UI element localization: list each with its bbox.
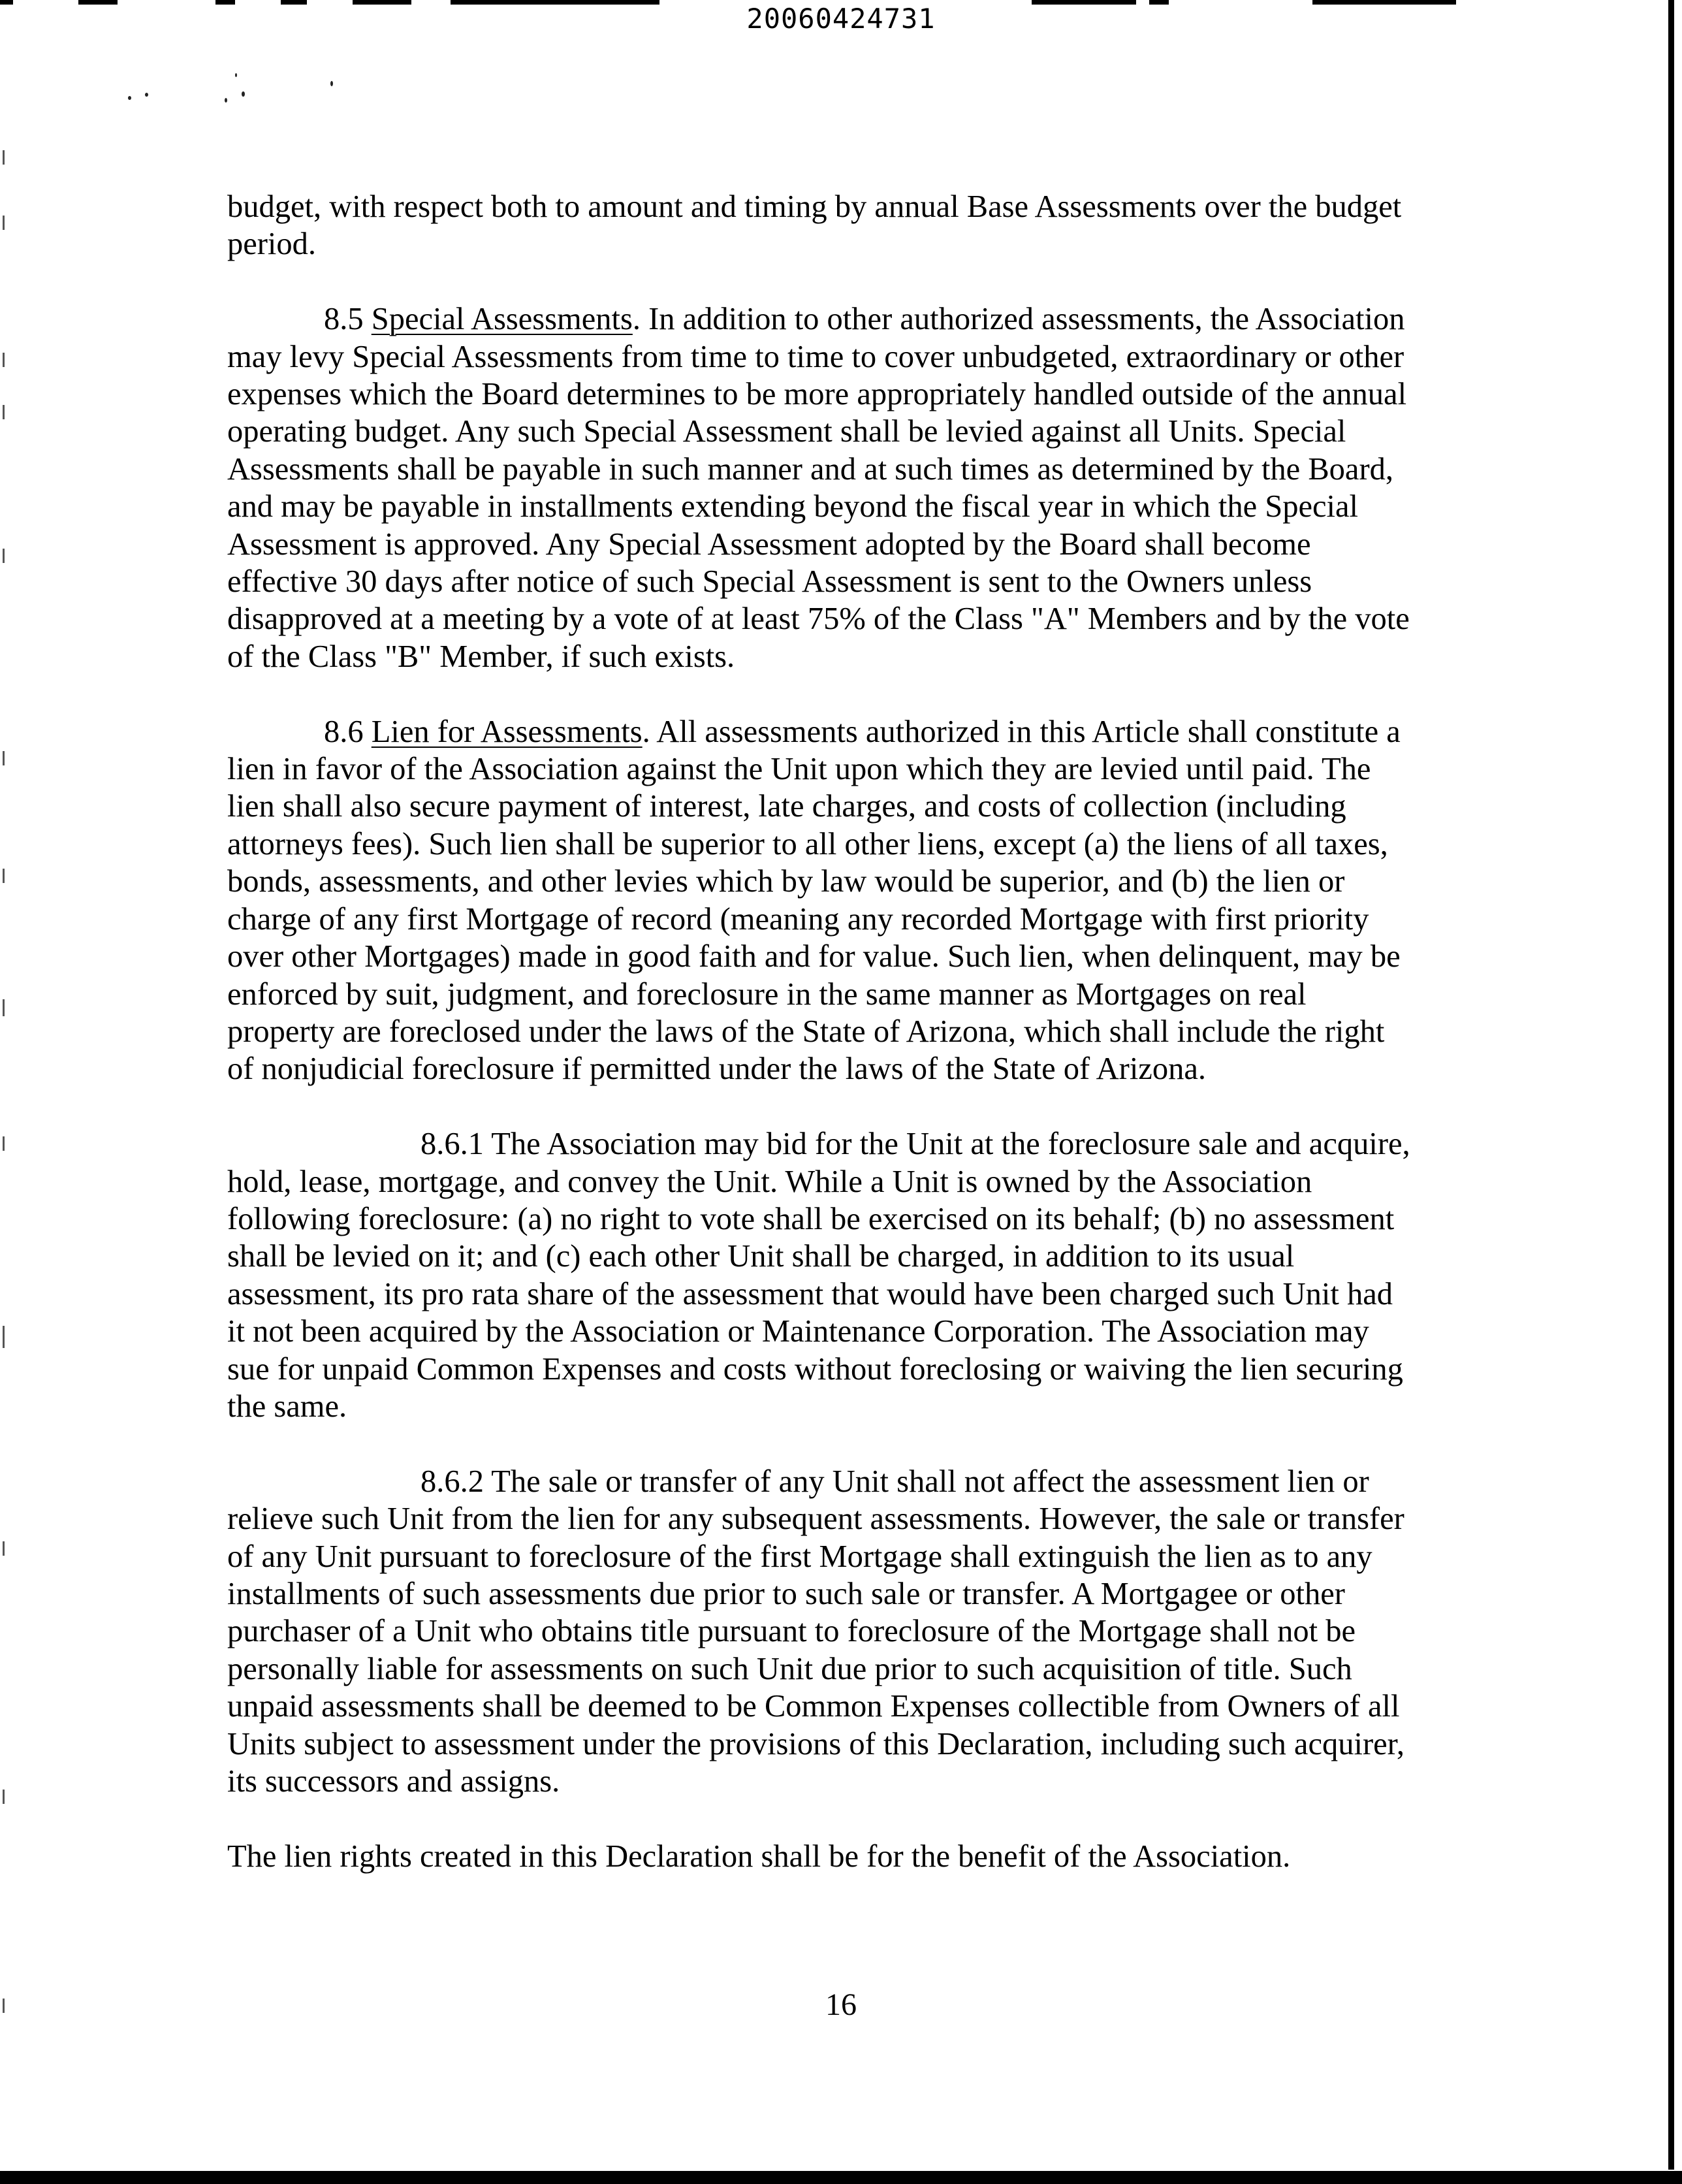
section-number: 8.5 bbox=[324, 302, 364, 337]
section-text: . In addition to other authorized assessments, the Association may levy Special Assessments from time to time to cover unbudgeted, extraordinary or other expenses which the Board determines to be more appropriately handled outside of the annual operating budget. Any such Special Assessment shall be levied against all Units. Special Assessments shall be payable in such manner and at such times as determined by the Board, and may be payable in installments extending beyond the fiscal year in which the Special Assessment is approved. Any Special Assessment adopted by the Board shall become effective 30 days after notice of such Special Assessment is sent to the Owners unless disapproved at a meeting by a vote of at least 75% of the Class "A" Members and by the vote of the Class "B" Member, if such exists. bbox=[227, 302, 1410, 674]
scan-bottom-border bbox=[0, 2171, 1682, 2184]
section-text: . All assessments authorized in this Article shall constitute a lien in favor of the Association against the Unit upon which they are levied until paid. The lien shall also secure payment of interest, late charges, and costs of collection (including attorneys fees). Such lien shall be superior to all other liens, except (a) the liens of all taxes, bonds, assessments, and other levies which by law would be superior, and (b) the lien or charge of any first Mortgage of record (meaning any recorded Mortgage with first priority over other Mortgages) made in good faith and for value. Such lien, when delinquent, may be enforced by suit, judgment, and foreclosure in the same manner as Mortgages on real property are foreclosed under the laws of the State of Arizona, which shall include the right of nonjudicial foreclosure if permitted under the laws of the State of Arizona. bbox=[227, 714, 1401, 1087]
scan-left-edge-mark bbox=[3, 1790, 5, 1804]
page-body bbox=[227, 188, 1416, 1913]
scan-left-edge-mark bbox=[3, 405, 5, 419]
scan-left-edge-mark bbox=[3, 1326, 5, 1348]
scan-speck bbox=[242, 91, 245, 97]
scan-left-edge-mark bbox=[3, 1541, 5, 1556]
section-text: 8.6.2 The sale or transfer of any Unit shall not affect the assessment lien or relieve such Unit from the lien for any subsequent assessments. However, the sale or transfer of any Unit pursuant to foreclosure of the first Mortgage shall extinguish the lien as to any installments of such assessments due prior to such sale or transfer. A Mortgagee or other purchaser of a Unit who obtains title pursuant to foreclosure of the Mortgage shall not be personally liable for assessments on such Unit due prior to such acquisition of title. Such unpaid assessments shall be deemed to be Common Expenses collectible from Owners of all Units subject to assessment under the provisions of this Declaration, including such acquirer, its successors and assigns. bbox=[227, 1464, 1404, 1799]
section-heading: Lien for Assessments bbox=[371, 714, 643, 749]
scan-left-edge-mark bbox=[3, 869, 5, 883]
scan-speck bbox=[235, 73, 237, 77]
scan-right-border bbox=[1668, 0, 1674, 2170]
scan-left-edge-mark bbox=[3, 150, 5, 165]
paragraph-text: The lien rights created in this Declaration shall be for the benefit of the Association. bbox=[227, 1839, 1291, 1874]
section-8-6 bbox=[227, 713, 1416, 1088]
section-8-6-2 bbox=[227, 1463, 1416, 1801]
page-number: 16 bbox=[825, 1987, 857, 2022]
paragraph-budget-continuation bbox=[227, 188, 1416, 263]
scan-speck bbox=[225, 98, 227, 103]
paragraph-lien-rights bbox=[227, 1838, 1416, 1875]
section-heading: Special Assessments bbox=[371, 302, 633, 337]
scan-speck bbox=[330, 81, 333, 86]
scan-left-edge-mark bbox=[3, 751, 5, 765]
scan-speck bbox=[145, 93, 148, 97]
section-8-5 bbox=[227, 300, 1416, 675]
section-8-6-1 bbox=[227, 1125, 1416, 1425]
paragraph-text: budget, with respect both to amount and timing by annual Base Assessments over the budget period. bbox=[227, 189, 1402, 262]
scan-left-edge-mark bbox=[3, 999, 5, 1016]
scan-left-edge-mark bbox=[3, 353, 5, 367]
scan-left-edge-mark bbox=[3, 549, 5, 563]
document-number: 20060424731 bbox=[746, 3, 936, 35]
scan-left-edge-mark bbox=[3, 216, 5, 230]
scan-speck bbox=[128, 96, 131, 100]
section-text: 8.6.1 The Association may bid for the Unit at the foreclosure sale and acquire, hold, lease, mortgage, and convey the Unit. While a Unit is owned by the Association following foreclosure: (a) no right to vote shall be exercised on its behalf; (b) no assessment shall be levied on it; and (c) each other Unit shall be charged, in addition to its usual assessment, its pro rata share of the assessment that would have been charged such Unit had it not been acquired by the Association or Maintenance Corporation. The Association may sue for unpaid Common Expenses and costs without foreclosing or waiving the lien securing the same. bbox=[227, 1127, 1410, 1424]
section-number: 8.6 bbox=[324, 714, 364, 749]
scan-left-edge-mark bbox=[3, 1136, 5, 1151]
